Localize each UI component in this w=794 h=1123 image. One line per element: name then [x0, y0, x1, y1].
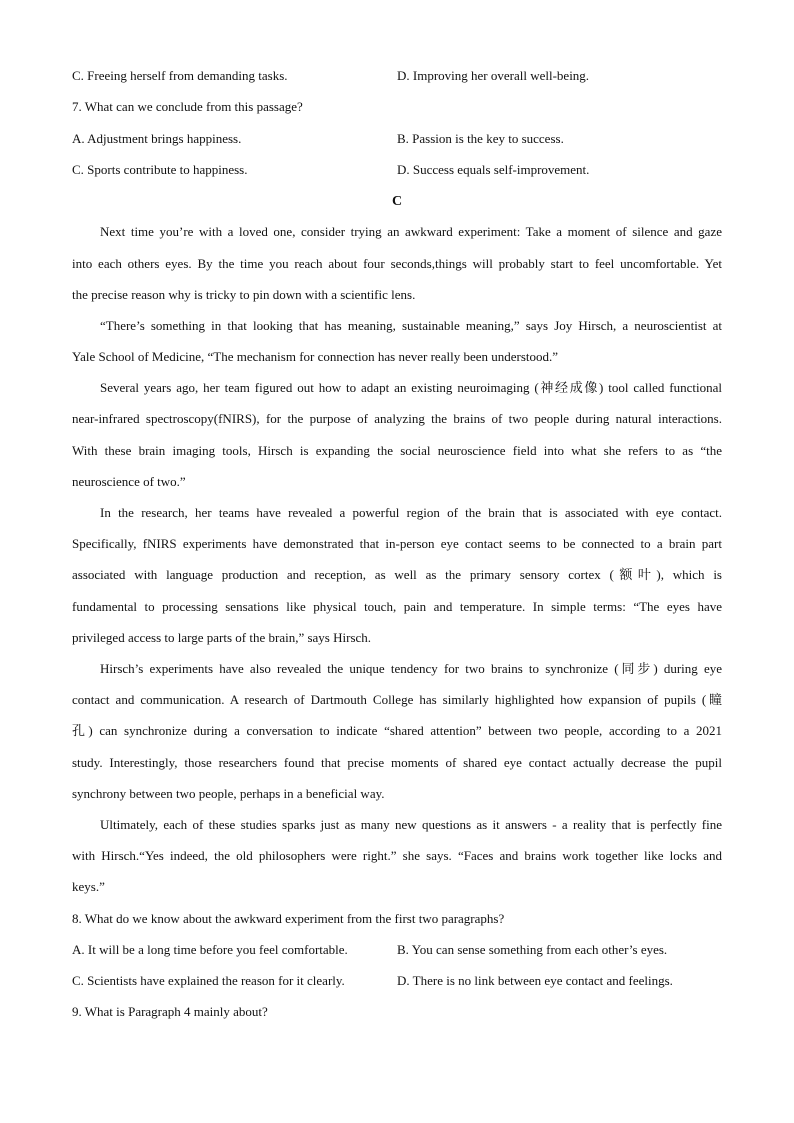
passage-p2-line: “There’s something in that looking that has meaning, sustainable meaning,” says Joy Hirsch, a neuroscientist at [100, 318, 722, 333]
q7-option-c: C. Sports contribute to happiness. [72, 162, 248, 177]
passage-p3-line: With these brain imaging tools, Hirsch is expanding the social neuroscience field into what she refers to as “the [72, 443, 722, 458]
passage-p6-line: keys.” [72, 879, 105, 894]
q7-question: 7. What can we conclude from this passage? [72, 99, 303, 114]
q8-option-a: A. It will be a long time before you feel comfortable. [72, 942, 348, 957]
passage-p5-line: study. Interestingly, those researchers found that precise moments of shared eye contact actually decrease the pupil [72, 755, 722, 770]
passage-p2-line: Yale School of Medicine, “The mechanism for connection has never really been understood.” [72, 349, 559, 364]
q8-option-b: B. You can sense something from each other’s eyes. [397, 942, 668, 957]
passage-p5-line: synchrony between two people, perhaps in a beneficial way. [72, 786, 385, 801]
passage-p6-line: Ultimately, each of these studies sparks just as many new questions as it answers - a reality that is perfectly fine [100, 817, 722, 832]
passage-p1-line: Next time you’re with a loved one, consider trying an awkward experiment: Take a moment of silence and gaze [100, 224, 722, 239]
passage-p3-line: Several years ago, her team figured out how to adapt an existing neuroimaging (神经成像) tool called functional [100, 380, 722, 395]
q7-option-b: B. Passion is the key to success. [397, 131, 564, 146]
passage-p6-line: with Hirsch.“Yes indeed, the old philosophers were right.” she says. “Faces and brains work together like locks and [72, 848, 722, 863]
passage-p4-line: privileged access to large parts of the brain,” says Hirsch. [72, 630, 372, 645]
q8-option-c: C. Scientists have explained the reason for it clearly. [72, 973, 345, 988]
passage-p1-line: the precise reason why is tricky to pin down with a scientific lens. [72, 287, 416, 302]
passage-p4-line: fundamental to processing sensations like physical touch, pain and temperature. In simple terms: “The eyes have [72, 599, 722, 614]
passage-p5-line: contact and communication. A research of Dartmouth College has similarly highlighted how expansion of pupils (瞳 [72, 692, 722, 707]
passage-p4-line: associated with language production and reception, as well as the primary sensory cortex (额叶), which is [72, 567, 722, 582]
passage-p5-line: Hirsch’s experiments have also revealed the unique tendency for two brains to synchronize (同步) during eye [100, 661, 722, 676]
q7-option-d: D. Success equals self-improvement. [397, 162, 590, 177]
q8-option-d: D. There is no link between eye contact and feelings. [397, 973, 673, 988]
passage-p4-line: Specifically, fNIRS experiments have demonstrated that in-person eye contact seems to be connected to a brain part [72, 536, 722, 551]
passage-p1-line: into each others eyes. By the time you reach about four seconds,things will probably start to feel uncomfortable. Yet [72, 256, 722, 271]
passage-p5-line: 孔) can synchronize during a conversation to indicate “shared attention” between two people, according to a 2021 [72, 723, 722, 738]
passage-p3-line: near-infrared spectroscopy(fNIRS), for the purpose of analyzing the brains of two people during natural interactions. [72, 411, 722, 426]
q6-option-d: D. Improving her overall well-being. [397, 68, 590, 83]
q7-option-a: A. Adjustment brings happiness. [72, 131, 242, 146]
passage-p3-line: neuroscience of two.” [72, 474, 186, 489]
q9-question: 9. What is Paragraph 4 mainly about? [72, 1004, 268, 1019]
q6-option-c: C. Freeing herself from demanding tasks. [72, 68, 288, 83]
section-title: C [391, 194, 403, 209]
q8-question: 8. What do we know about the awkward experiment from the first two paragraphs? [72, 911, 505, 926]
passage-p4-line: In the research, her teams have revealed a powerful region of the brain that is associated with eye contact. [100, 505, 722, 520]
